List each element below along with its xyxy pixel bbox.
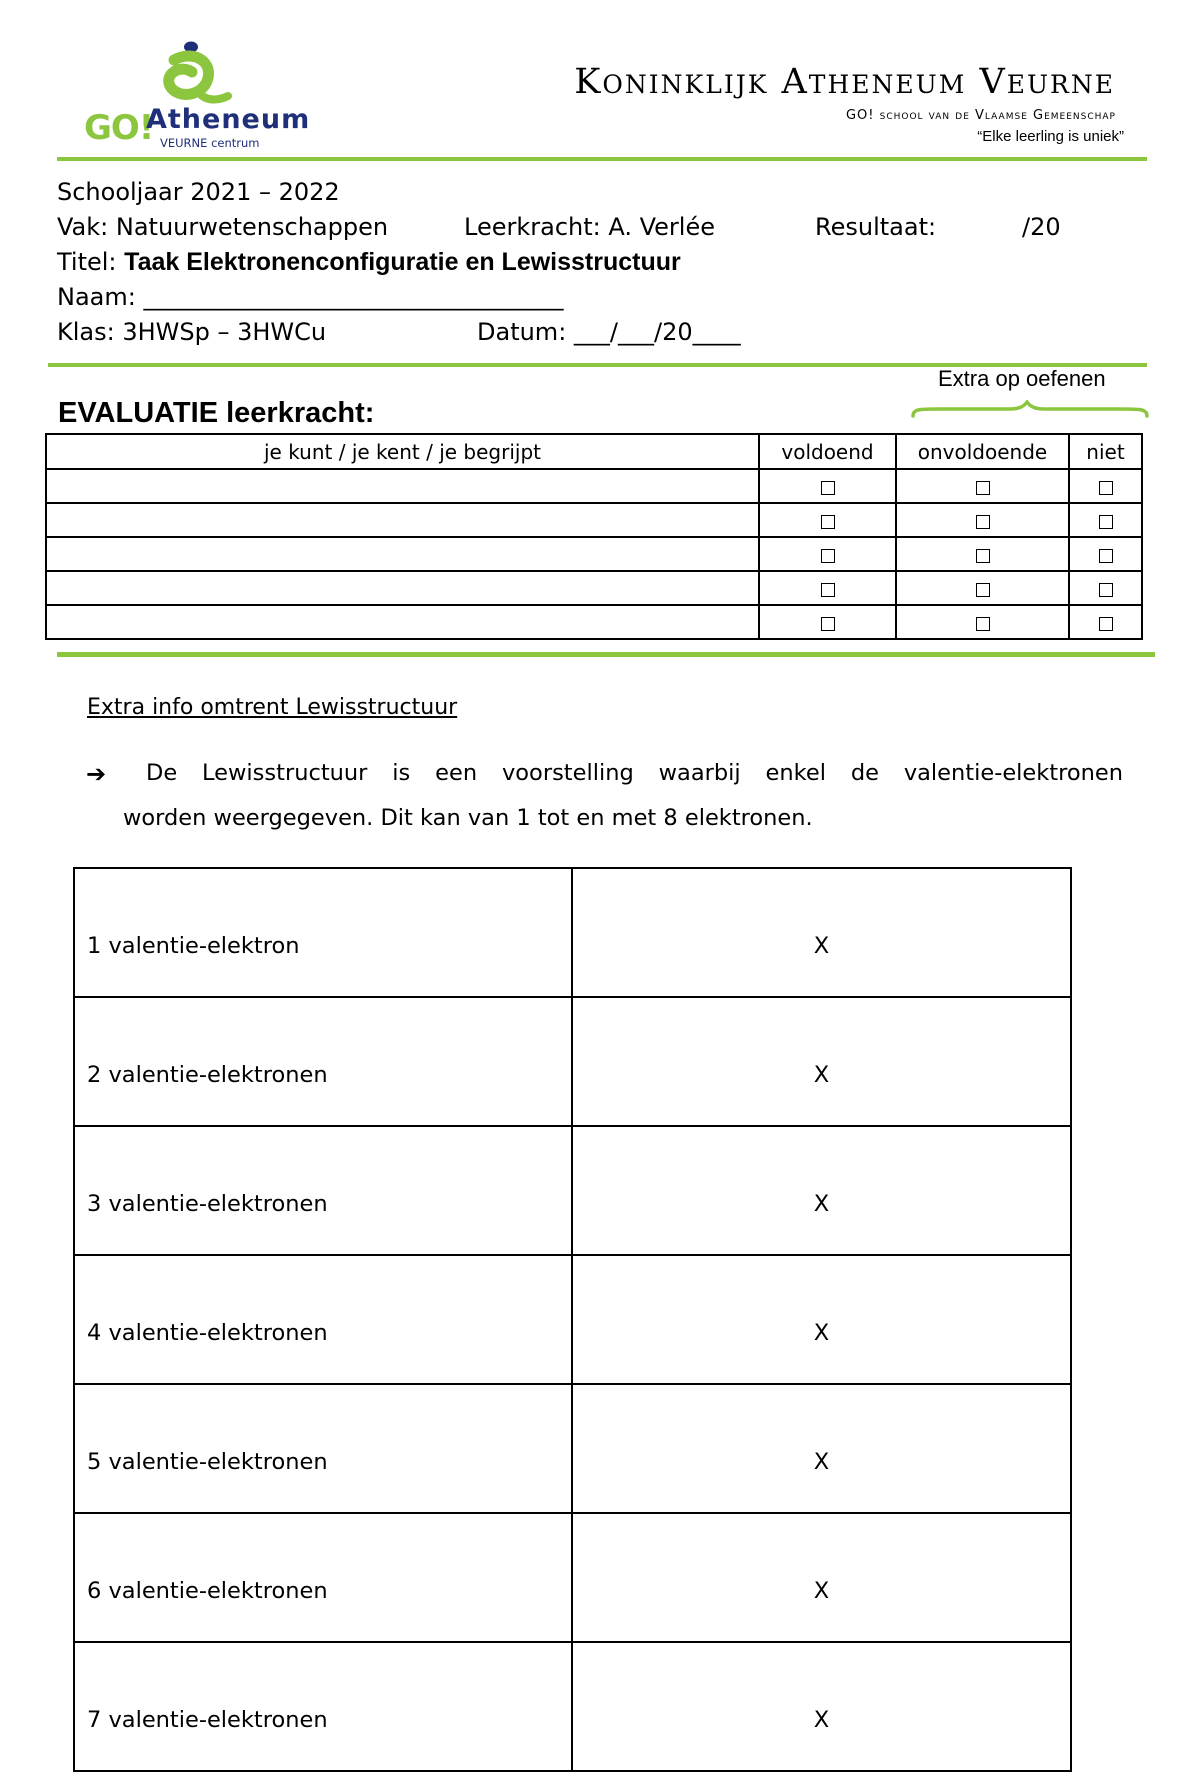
- class-field: Klas: 3HWSp – 3HWCu: [57, 318, 327, 346]
- valence-label: 2 valentie-elektronen: [74, 997, 572, 1126]
- valence-mark: X: [572, 1255, 1071, 1384]
- evaluation-row: [46, 503, 1142, 537]
- checkbox-not[interactable]: [1099, 515, 1113, 529]
- header-divider: [57, 157, 1147, 161]
- valence-electrons-table: [73, 867, 1072, 1772]
- checkbox-sufficient[interactable]: [821, 549, 835, 563]
- table-row: [74, 1513, 1071, 1642]
- checkbox-not[interactable]: [1099, 481, 1113, 495]
- lewis-paragraph-line-2: worden weergegeven. Dit kan van 1 tot en met 8 elektronen.: [123, 805, 813, 831]
- checkbox-not[interactable]: [1099, 617, 1113, 631]
- evaluation-header-row: [46, 434, 1142, 469]
- valence-label: 5 valentie-elektronen: [74, 1384, 572, 1513]
- column-header-not: niet: [1069, 434, 1142, 469]
- checkbox-insufficient[interactable]: [976, 549, 990, 563]
- name-field: Naam: ___________________________________: [57, 283, 564, 311]
- valence-mark: X: [572, 1384, 1071, 1513]
- evaluation-table: [45, 433, 1143, 640]
- table-row: [74, 1384, 1071, 1513]
- result-value: /20: [1022, 213, 1061, 241]
- checkbox-insufficient[interactable]: [976, 617, 990, 631]
- school-subtitle: GO! school van de Vlaamse Gemeenschap: [845, 108, 1116, 123]
- school-logo: [82, 38, 311, 150]
- checkbox-insufficient[interactable]: [976, 481, 990, 495]
- evaluation-heading: EVALUATIE leerkracht:: [58, 397, 375, 429]
- evaluation-row: [46, 537, 1142, 571]
- skill-cell: [46, 469, 759, 503]
- extra-info-heading: Extra info omtrent Lewisstructuur: [87, 695, 458, 720]
- valence-mark: X: [572, 868, 1071, 997]
- school-motto: “Elke leerling is uniek”: [977, 128, 1124, 145]
- column-header-insufficient: onvoldoende: [896, 434, 1069, 469]
- valence-mark: X: [572, 997, 1071, 1126]
- subject: Vak: Natuurwetenschappen: [57, 213, 389, 241]
- evaluation-row: [46, 469, 1142, 503]
- valence-label: 4 valentie-elektronen: [74, 1255, 572, 1384]
- table-row: [74, 1126, 1071, 1255]
- brace-icon: [910, 400, 1150, 422]
- evaluation-row: [46, 571, 1142, 605]
- lewis-paragraph-line-1: De Lewisstructuur is een voorstelling waarbij enkel de valentie-elektronen: [146, 760, 1123, 786]
- evaluation-row: [46, 605, 1142, 639]
- column-header-skill: je kunt / je kent / je begrijpt: [46, 434, 759, 469]
- checkbox-insufficient[interactable]: [976, 583, 990, 597]
- valence-label: 7 valentie-elektronen: [74, 1642, 572, 1771]
- checkbox-not[interactable]: [1099, 549, 1113, 563]
- logo-name: Atheneum: [146, 104, 311, 135]
- skill-cell: [46, 503, 759, 537]
- date-field: Datum: ___/___/20____: [477, 318, 741, 346]
- table-row: [74, 1255, 1071, 1384]
- result-label: Resultaat:: [815, 213, 937, 241]
- extra-practice-label: Extra op oefenen: [938, 366, 1106, 391]
- school-year: Schooljaar 2021 – 2022: [57, 178, 340, 206]
- valence-label: 6 valentie-elektronen: [74, 1513, 572, 1642]
- table-row: [74, 868, 1071, 997]
- checkbox-insufficient[interactable]: [976, 515, 990, 529]
- arrow-right-icon: ➔: [86, 760, 107, 788]
- checkbox-not[interactable]: [1099, 583, 1113, 597]
- skill-cell: [46, 571, 759, 605]
- teacher: Leerkracht: A. Verlée: [464, 213, 715, 241]
- valence-label: 3 valentie-elektronen: [74, 1126, 572, 1255]
- checkbox-sufficient[interactable]: [821, 583, 835, 597]
- valence-mark: X: [572, 1513, 1071, 1642]
- checkbox-sufficient[interactable]: [821, 515, 835, 529]
- evaluation-divider: [57, 652, 1155, 657]
- checkbox-sufficient[interactable]: [821, 481, 835, 495]
- valence-mark: X: [572, 1642, 1071, 1771]
- table-row: [74, 1642, 1071, 1771]
- title-line: [57, 248, 681, 277]
- valence-label: 1 valentie-elektron: [74, 868, 572, 997]
- valence-mark: X: [572, 1126, 1071, 1255]
- skill-cell: [46, 537, 759, 571]
- logo-subtitle: VEURNE centrum: [160, 136, 260, 150]
- school-name: Koninklijk Atheneum Veurne: [574, 62, 1115, 102]
- assignment-title: Taak Elektronenconfiguratie en Lewisstructuur: [124, 248, 681, 276]
- column-header-sufficient: voldoend: [759, 434, 896, 469]
- logo-go-text: GO!: [84, 108, 154, 148]
- title-label: Titel:: [57, 248, 125, 276]
- checkbox-sufficient[interactable]: [821, 617, 835, 631]
- skill-cell: [46, 605, 759, 639]
- table-row: [74, 997, 1071, 1126]
